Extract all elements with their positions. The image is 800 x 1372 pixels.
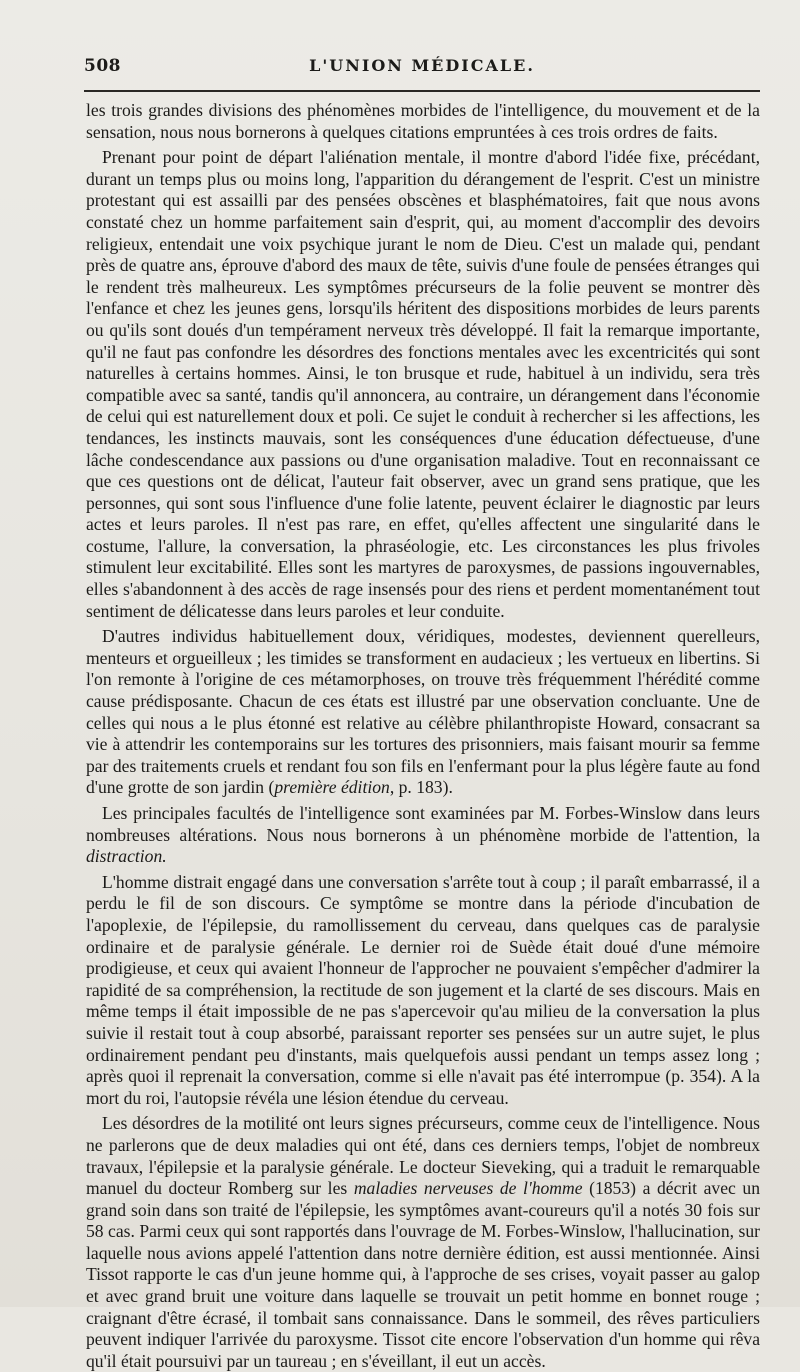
paragraph (86, 147, 760, 622)
paragraph-text: (1853) a décrit avec un grand soin dans son traité de l'épilepsie, les symptômes avant-coureurs qu'il a notés 30 fois sur 58 cas. Parmi ceux qui sont rapportés dans l'ouvrage de M. Forbes-Winslow, l'hallucination, sur laquelle nous avions appelé l'attention dans notre dernière édition, est aussi mentionnée. Ainsi Tissot rapporte le cas d'un jeune homme qui, à l'approche de ses crises, voyait passer au galop et avec grand bruit une voiture dans laquelle se trouvait un petit homme en bonnet rouge ; craignant d'être écrasé, il tombait sans connaissance. Dans le sommeil, des rêves particuliers peuvent indiquer l'arrivée du paroxysme. Tissot cite encore l'observation d'un homme qui rêva qu'il était poursuivi par un taureau ; en s'éveillant, il eut un accès. (86, 1178, 760, 1371)
article-body (86, 100, 760, 1372)
paragraph-text: Les principales facultés de l'intelligence sont examinées par M. Forbes-Winslow dans leurs nombreuses altérations. Nous nous bornerons à un phénomène morbide de l'attention, la (86, 803, 760, 845)
page-number: 508 (84, 56, 121, 76)
italic-text: maladies nerveuses de l'homme (353, 1178, 583, 1199)
paragraph (86, 1113, 760, 1372)
paragraph (86, 803, 760, 868)
italic-text: distraction. (86, 846, 167, 867)
paragraph-text: Les désordres de la motilité ont leurs signes précurseurs, comme ceux de l'intelligence. Nous ne parlerons que de deux maladies qui ont été, dans ces derniers temps, l'objet de nombreux travaux, l'épilepsie et la paralysie générale. Le docteur Sieveking, qui a traduit le remarquable manuel du docteur Romberg sur les (86, 1113, 760, 1199)
paragraph (86, 626, 760, 799)
page-header (84, 56, 760, 82)
italic-text: première édition (274, 777, 390, 798)
paragraph-text: Prenant pour point de départ l'aliénation mentale, il montre d'abord l'idée fixe, précédant, durant un temps plus ou moins long, l'apparition du dérangement de l'esprit. C'est un ministre protestant qui est assailli par des pensées obscènes et blasphématoires, fait que nous avons constaté chez un homme parfaitement sain d'esprit, qui, au moment d'accomplir des devoirs religieux, entendait une voix psychique jurant le nom de Dieu. C'est un malade qui, pendant près de quatre ans, éprouve d'abord des maux de tête, suivis d'une foule de pensées étranges qui le rendent très malheureux. Les symptômes précurseurs de la folie peuvent se montrer dès l'enfance et chez les jeunes gens, lorsqu'ils héritent des dispositions morbides de leurs parents ou qu'ils sont doués d'un tempérament nerveux très développé. Il fait la remarque importante, qu'il ne faut pas confondre les désordres des fonctions mentales avec les excentricités qui sont naturelles à certains hommes. Ainsi, le ton brusque et rude, habituel à un individu, sera très compatible avec sa santé, tandis qu'il annoncera, au contraire, un dérangement dans l'économie de celui qui est naturellement doux et poli. Ce sujet le conduit à rechercher si les affections, les tendances, les instincts mauvais, sont les conséquences d'une éducation défectueuse, d'une lâche condescendance aux passions ou d'une organisation maladive. Tout en reconnaissant ce que ces questions ont de délicat, l'auteur fait observer, avec un grand sens pratique, que les personnes, qui sont sous l'influence d'une folie latente, peuvent éclairer le diagnostic par leurs actes et leurs paroles. Il n'est pas rare, en effet, qu'elles affectent une singularité dans le costume, l'allure, la conversation, la phraséologie, etc. Les circonstances les plus frivoles stimulent leur excitabilité. Elles sont les martyres de paroxysmes, de passions ingouvernables, elles s'abandonnent à des accès de rage insensés pour des riens et perdent momentanément tout sentiment de délicatesse dans leurs paroles et leur conduite. (86, 147, 760, 621)
header-rule (84, 90, 760, 92)
paragraph (86, 100, 760, 143)
paragraph (86, 872, 760, 1110)
paragraph-text: L'homme distrait engagé dans une conversation s'arrête tout à coup ; il paraît embarrassé, il a perdu le fil de son discours. Ce symptôme se montre dans la période d'incubation de l'apoplexie, de l'épilepsie, du ramollissement du cerveau, dans quelques cas de paralysie ordinaire et de paralysie générale. Le dernier roi de Suède était doué d'une mémoire prodigieuse, et ceux qui avaient l'honneur de l'approcher ne pouvaient s'empêcher d'admirer la rapidité de sa compréhension, la rectitude de son jugement et la clarté de ses discours. Mais en même temps il était impossible de ne pas s'apercevoir qu'au milieu de la conversation la plus suivie il restait tout à coup absorbé, paraissant reporter ses pensées sur un autre sujet, le plus ordinairement pendant peu d'instants, mais quelquefois aussi pendant un temps assez long ; après quoi il reprenait la conversation, comme si elle n'avait pas été interrompue (p. 354). A la mort du roi, l'autopsie révéla une lésion étendue du cerveau. (86, 871, 760, 1108)
paragraph-text: , p. 183). (389, 777, 453, 798)
paragraph-text: D'autres individus habituellement doux, véridiques, modestes, deviennent querelleurs, menteurs et orgueilleux ; les timides se transforment en audacieux ; les vertueux en libertins. Si l'on remonte à l'origine de ces métamorphoses, on trouve très fréquemment l'hérédité comme cause prédisposante. Chacun de ces états est illustré par une observation concluante. Une de celles qui nous a le plus étonné est relative au célèbre philanthropiste Howard, consacrant sa vie à attendrir les contemporains sur les tortures des prisonniers, mais faisant mourir sa femme par des traitements cruels et rendant fou son fils en l'enfermant pour la plus légère faute au fond d'une grotte de son jardin ( (86, 626, 760, 798)
paragraph-text: les trois grandes divisions des phénomènes morbides de l'intelligence, du mouvement et de la sensation, nous nous bornerons à quelques citations empruntées à ces trois ordres de faits. (86, 100, 760, 142)
running-title: L'UNION MÉDICALE. (309, 56, 535, 75)
